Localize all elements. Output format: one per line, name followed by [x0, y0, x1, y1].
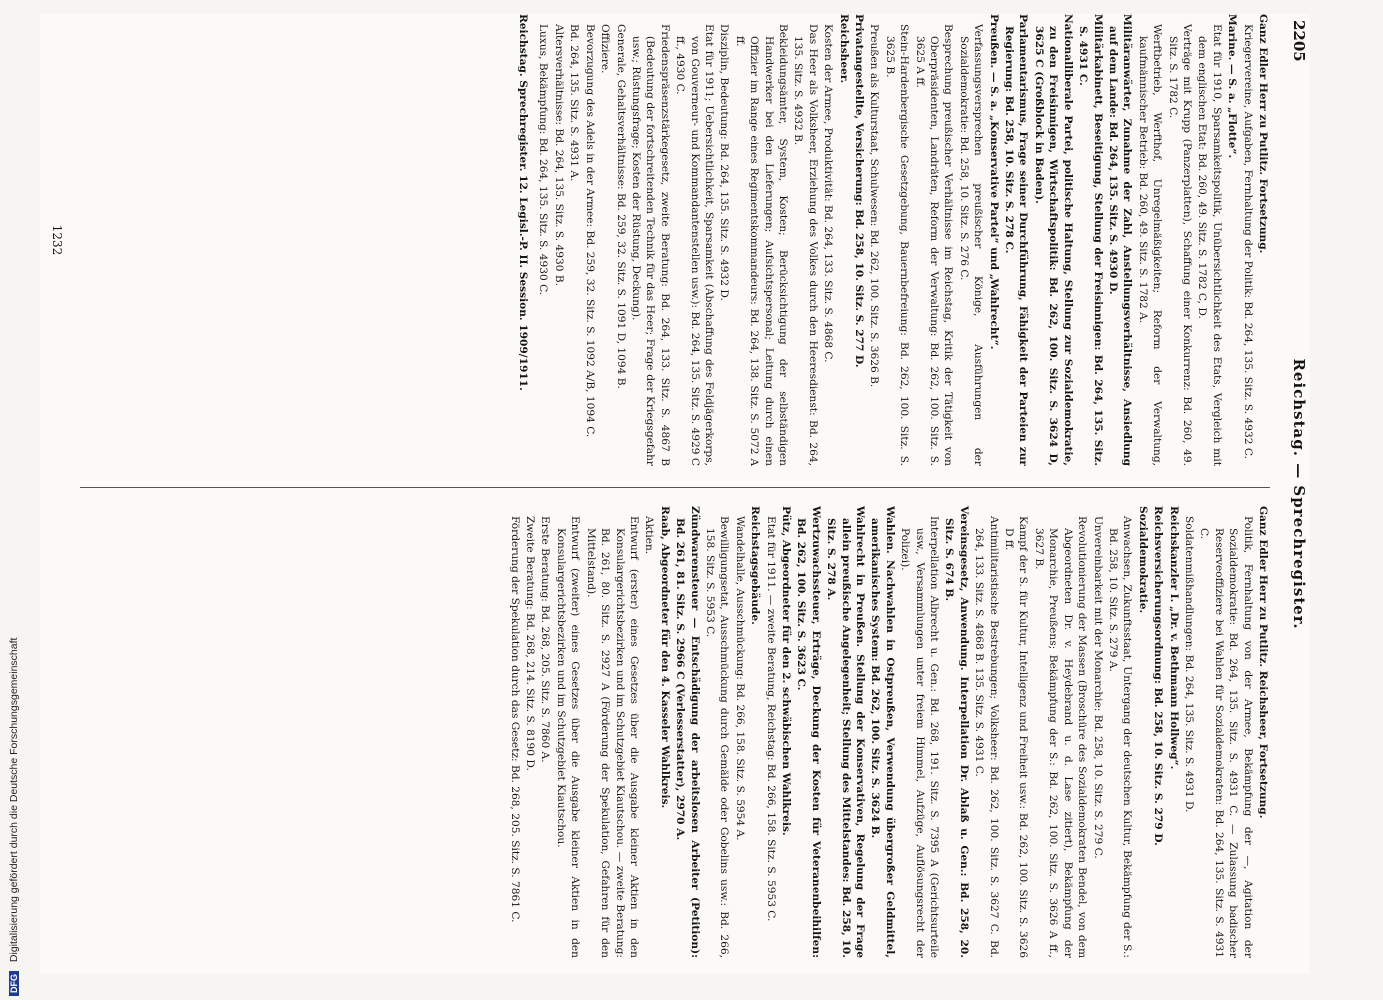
index-entry-heading: Ganz Edler Herr zu Putlitz. Reichsheer, Fortsetzung. [1257, 506, 1269, 819]
index-entry: Politik, Fernhaltung von der Armee, Bekämpfung der —, Agitation der Sozialdemokratie: Bd. 264, 135. Sitz. S. 4931 C. — Zulassung badischer Reserveoffiziere bei Wahlen für Sozialdemokraten: Bd. 264, 135. Sitz. S. 4931 C. [1198, 516, 1254, 958]
index-entry: Entwurf (zweiter) eines Gesetzes über die Ausgabe kleiner Aktien in den Konsulargerichtsbezirken und im Schutzgebiet Kiautschou. [554, 516, 582, 958]
index-column-left [70, 14, 1270, 466]
index-entry: Altersverhältnisse: Bd. 264, 135. Sitz. S. 4930 B. [552, 24, 565, 286]
index-entry: Antimilitaristische Bestrebungen; Volksheer: Bd. 262, 100. Sitz. S. 3627 C. Bd. 264, 133. Sitz. S. 4868 B. 135. Sitz. S. 4931 C. [973, 516, 1000, 958]
index-entry: Disziplin, Bedeutung: Bd. 264, 135. Sitz. S. 4932 D. [718, 24, 731, 301]
index-entry-heading: Privatangestellte, Versicherung: Bd. 258, 10. Sitz. S. 277 D. [853, 14, 866, 368]
index-entry: Bewilligungsetat, Ausschmückung durch Gemälde oder Gobelins usw.: Bd. 266, 158. Sitz. S. 5953 C. [703, 516, 731, 958]
index-entry: Anwachsen, Zukunftsstaat, Untergang der deutschen Kultur, Bekämpfung der S.: Bd. 258, 10. Sitz. S. 279 A. [1106, 516, 1134, 958]
bottom-page-number: 1232 [50, 224, 64, 256]
index-entry: Das Heer als Volksheer, Erziehung des Volkes durch den Heeresdienst: Bd. 264, 135. Sitz. S. 4932 B. [792, 24, 819, 466]
index-entry-heading: Sozialdemokratie. [1136, 506, 1149, 614]
index-entry-heading: Militärkabinett, Beseitigung, Stellung der Freisinnigen: Bd. 264, 135. Sitz. S. 4931 C. [1077, 14, 1104, 466]
digitization-text: Digitalisierung gefördert durch die Deutsche Forschungsgemeinschaft [8, 637, 20, 963]
page-number: 2205 [1290, 20, 1308, 62]
index-entry: Kosten der Armee, Produktivität: Bd. 264, 133. Sitz. S. 4868 C. [822, 24, 835, 363]
column-divider [80, 487, 1270, 488]
index-entry: Wandelhalle, Ausschmückung: Bd. 266, 158. Sitz. S. 5954 A. [733, 516, 746, 841]
digitization-note [8, 36, 26, 996]
index-entry: Zweite Beratung: Bd. 268, 214. Sitz. S. 8190 D. [524, 516, 537, 771]
index-entry: Kampf der S. für Kultur, Intelligenz und Freiheit usw.: Bd. 262, 100. Sitz. S. 3626 D ff. [1003, 516, 1030, 958]
page-header [1280, 14, 1310, 974]
index-entry-heading: Raab, Abgeordneter für den 4. Kasseler Wahlkreis. [658, 506, 671, 809]
index-entry-heading: Wahlen. Nachwahlen in Ostpreußen, Verwendung übergroßer Geldmittel, amerikanisches System: Bd. 262, 100. Sitz. S. 3624 B. [869, 506, 896, 958]
index-entry-heading: Preußen. — S. a. „Konservative Partei“ und „Wahlrecht“. [987, 14, 1000, 350]
index-entry: Generale, Gehaltsverhältnisse: Bd. 259, 32. Sitz. S. 1091 D, 1094 B. [614, 24, 627, 389]
index-entry: Etat für 1911. — zweite Beratung, Reichstag: Bd. 266, 158. Sitz. S. 5953 C. [764, 516, 777, 922]
index-entry-heading: Reichstagsgebäude. [749, 506, 762, 625]
index-entry-heading: Wertzuwachssteuer, Erträge, Deckung der Kosten für Veteranenbeihilfen: Bd. 262, 100. Sitz. S. 3623 C. [795, 506, 822, 958]
index-entry: Revolutionierung der Massen (Broschüre des Sozialdemokraten Bendel, von dem Abgeordneten Dr. v. Heydebrand u. d. Lase zitiert), Bekämpfung der Monarchie, Preußens; Bekämpfung der S.: Bd. 262, 100. Sitz. S. 3626 A ff., 3627 B. [1032, 516, 1089, 958]
index-entry: Kriegervereine, Aufgaben, Fernhaltung der Politik: Bd. 264, 135. Sitz. S. 4932 C. [1241, 24, 1254, 459]
dfg-logo: DFG [9, 971, 19, 996]
scanned-page [40, 14, 1310, 974]
index-entry-heading: Zündwarensteuer — Entschädigung der arbeitslosen Arbeiter (Petition): Bd. 261, 81. Sitz. S. 2966 C (Verlesserstatter), 2970 A. [674, 506, 701, 958]
index-entry-heading: Militäranwärter, Zunahme der Zahl, Anstellungsverhältnisse, Ansiedlung auf dem Lande: Bd. 264, 135. Sitz. S. 4930 D. [1106, 14, 1134, 466]
index-entry-heading: Pütz, Abgeordneter für den 2. schwäbischen Wahlkreis. [780, 506, 792, 836]
index-entry: Förderung der Spekulation durch das Gesetz: Bd. 268, 205. Sitz. S. 7861 C. [508, 516, 521, 923]
index-entry: Entwurf (erster) eines Gesetzes über die Ausgabe kleiner Aktien in den Konsulargerichtsbezirken und im Schutzgebiet Kiautschou. — zweite Beratung: Bd. 261, 80. Sitz. S. 2927 A (Förderung der Spekulation, Gefahren für den Mittelstand). [584, 516, 640, 958]
index-entry: Etat für 1911; Uebersichtlichkeit, Sparsamkeit (Abschaffung des Feldjägerkorps, von Gouverneur- und Kommandantenstellen usw.): Bd. 264, 135. Sitz. S. 4929 C ff., 4930 C. [674, 24, 715, 466]
running-footer: Reichstag. Sprechregister. 12. Legisl.-P. II. Session. 1909/1911. [517, 14, 530, 391]
index-entry: Bekleidungsämter, System, Kosten; Berücksichtigung der selbständigen Handwerker bei den Lieferungen; Aufsichtspersonal; Leitung durch einen Offizier im Range eines Regimentskommandeurs: Bd. 264, 138. Sitz. S. 5072 A ff. [733, 24, 789, 466]
index-column-right [70, 506, 1270, 958]
index-entry: Stein-Hardenbergische Gesetzgebung, Bauernbefreiung: Bd. 262, 100. Sitz. S. 3625 B. [883, 24, 911, 466]
index-entry-heading: Reichsversicherungsordnung: Bd. 258, 10. Sitz. S. 279 D. [1152, 506, 1165, 846]
index-entry-heading: Wahlrecht in Preußen. Stellung der Konservativen, Regelung der Frage allein preußische Angelegenheit; Stellung des Mittelstandes: Bd. 258, 10. Sitz. S. 278 A. [825, 506, 867, 958]
index-entry: Bd. 264, 135. Sitz. S. 4931 A. [568, 24, 581, 182]
index-entry: Unvereinbarkeit mit der Monarchie: Bd. 258, 10. Sitz. S. 279 C. [1091, 516, 1104, 859]
index-entry: Besprechung preußischer Verhältnisse im Reichstag, Kritik der Tätigkeit von Oberpräsidenten, Landräten, Reform der Verwaltung: Bd. 262, 100. Sitz. S. 3625 A ff. [913, 24, 955, 466]
index-entry: Preußen als Kulturstaat, Schulwesen: Bd. 262, 100. Sitz. S. 3626 B. [868, 24, 881, 388]
index-entry-heading: Nationalliberale Partei, politische Haltung, Stellung zur Sozialdemokratie, zu den Freisinnigen, Wirtschaftspolitik: Bd. 262, 100. Sitz. S. 3624 D, 3625 C (Großblock in Baden). [1032, 14, 1074, 466]
index-entry-heading: Ganz Edler Herr zu Putlitz. Fortsetzung. [1257, 14, 1269, 254]
index-entry-heading: Parlamentarismus, Frage seiner Durchführung, Fähigkeit der Parteien zur Regierung: Bd. 258, 10. Sitz. S. 278 C. [1003, 14, 1030, 466]
index-entry-heading: Reichsheer. [837, 14, 850, 84]
index-entry: Bevorzugung des Adels in der Armee: Bd. 259, 32. Sitz. S. 1092 A/B, 1094 C. [583, 24, 596, 438]
index-entry-heading: Marine. — S. a. „Flotte“. [1226, 14, 1239, 159]
index-entry: Soldatenmißhandlungen: Bd. 264, 135. Sitz. S. 4931 D. [1182, 516, 1195, 813]
index-entry: Friedenspräsenzstärkegesetz, zweite Beratung: Bd. 264, 133. Sitz. S. 4867 B (Bedeutung der fortschreitenden Technik für das Heer; Frage der Kriegsgefahr usw.; Rüstungsfrage; Kosten der Rüstung, Deckung). [629, 24, 671, 466]
index-entry: Verträge mit Krupp (Panzerplatten), Schaffung einer Konkurrenz: Bd. 260, 49. Sitz. S. 1782 C. [1166, 24, 1193, 466]
index-entry-heading: Vereinsgesetz, Anwendung. Interpellation Dr. Ablaß u. Gen.: Bd. 258, 20. Sitz. S. 674 B. [943, 506, 970, 958]
index-entry: Interpellation Albrecht u. Gen.: Bd. 268, 191. Sitz. S. 7395 A (Gerichtsurteile usw., Versammlungen unter freiem Himmel, Aufzüge, Auflösungsrecht der Polizei). [899, 516, 941, 958]
index-entry: Erste Beratung: Bd. 268, 205. Sitz. S. 7860 A. [539, 516, 552, 763]
index-entry: Offiziere. [599, 24, 612, 74]
index-entry: Werftbetrieb, Werfthof, Unregelmäßigkeiten; Reform der Verwaltung, kaufmännischer Betrieb: Bd. 260, 49. Sitz. S. 1782 A. [1136, 24, 1164, 466]
index-entry: Etat für 1910, Sparsamkeitspolitik, Unübersichtlichkeit des Etats, Vergleich mit dem englischen Etat: Bd. 260, 49. Sitz. S. 1782 C, D. [1196, 24, 1223, 466]
index-entry: Luxus, Bekämpfung: Bd. 264, 135. Sitz. S. 4930 C. [537, 24, 550, 296]
index-entry-heading: Reichskanzler I. „Dr. v. Bethmann Hollweg“. [1167, 506, 1180, 770]
index-entry: Aktien. [643, 516, 656, 555]
page-title: Reichstag. — Sprechregister. [1290, 358, 1308, 630]
index-entry: Verfassungsversprechen preußischer Könige, Ausführungen der Sozialdemokratie: Bd. 258, 10. Sitz. S. 276 C. [957, 24, 985, 466]
